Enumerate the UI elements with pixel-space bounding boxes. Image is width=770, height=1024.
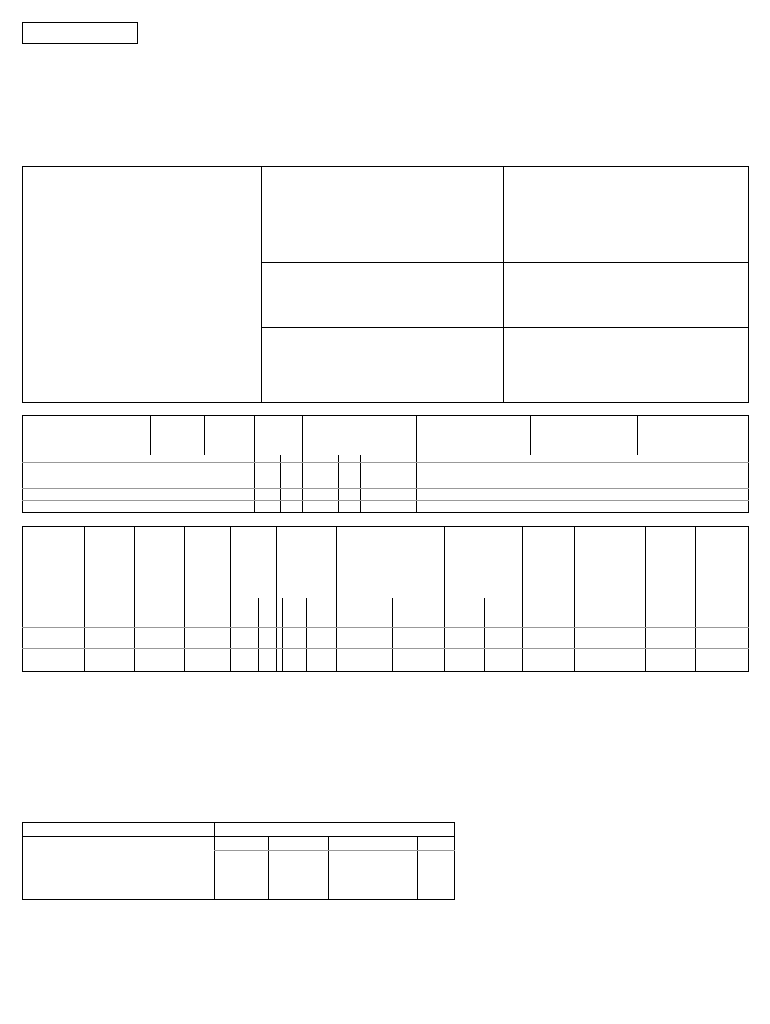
form-title-box bbox=[22, 22, 138, 44]
